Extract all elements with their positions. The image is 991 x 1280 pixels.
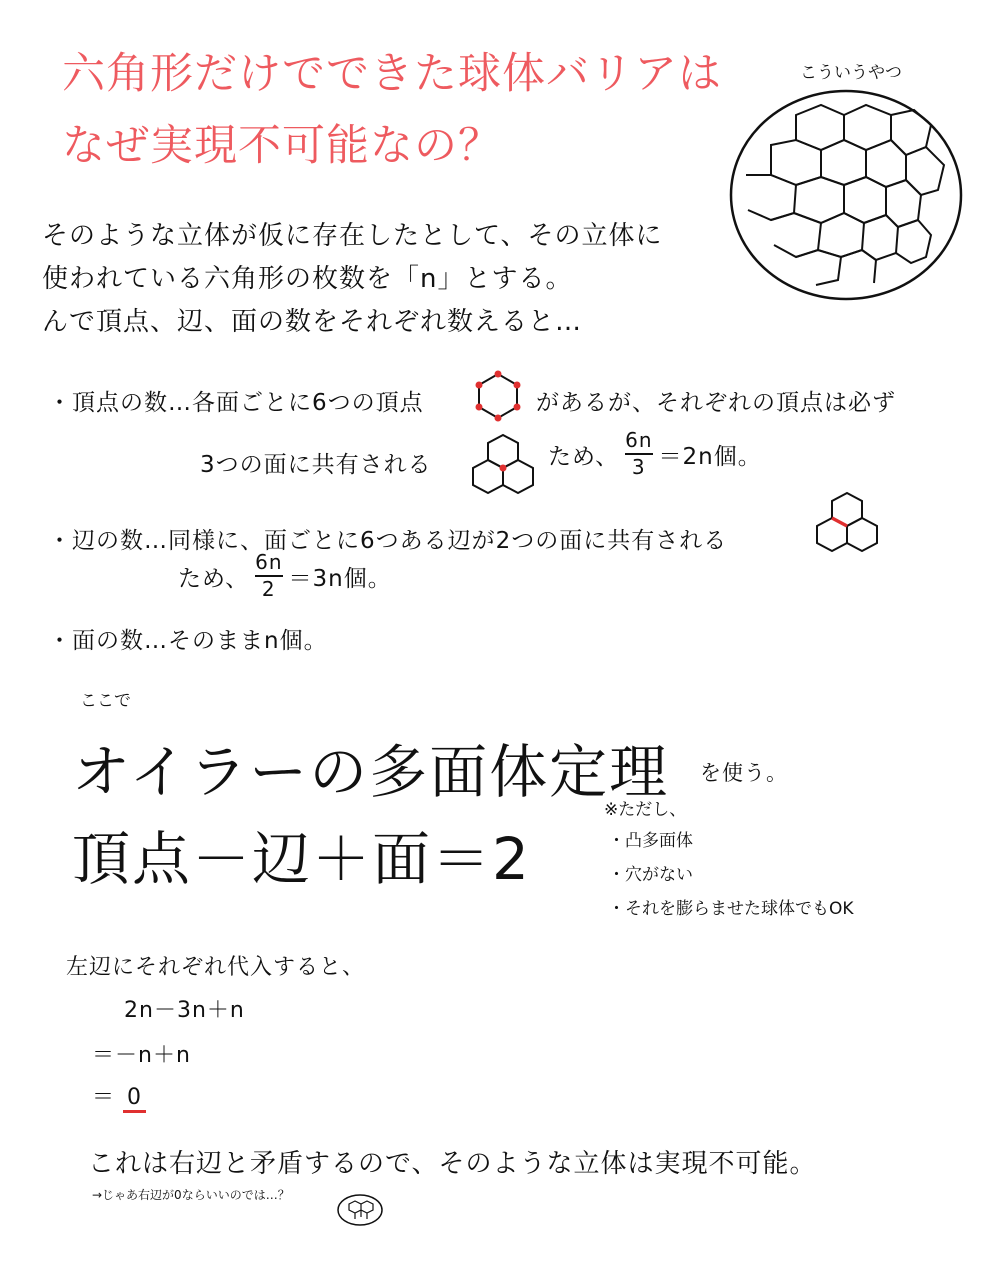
calc-equals: ＝	[92, 1085, 116, 1110]
edges-formula	[178, 552, 392, 600]
bullet: ・	[48, 390, 72, 416]
bullet: ・	[48, 628, 72, 654]
edges-result: ＝3n個。	[288, 565, 392, 592]
footnote-text: →じゃあ右辺が0ならいいのでは…？	[92, 1188, 290, 1202]
edges-numerator: 6n	[255, 550, 283, 574]
vertices-fraction	[625, 430, 652, 478]
vertices-result: ＝2n個。	[658, 443, 762, 470]
vertices-label: 頂点の数…各面ごとに6つの頂点	[72, 390, 424, 416]
edges-line-1	[48, 522, 727, 555]
sphere-annotation: こういうやつ	[800, 63, 902, 83]
calc-line-1: 2n－3n＋n	[124, 998, 245, 1023]
vertices-line-1-tail: があるが、それぞれの頂点は必ず	[536, 390, 896, 416]
three-hexagons-edge-icon	[805, 490, 889, 560]
calc-intro: 左辺にそれぞれ代入すると、	[66, 955, 366, 980]
condition-2: ・穴がない	[608, 865, 693, 885]
euler-use-label: を使う。	[700, 761, 788, 785]
three-hexagons-vertex-icon	[463, 432, 543, 502]
calc-line-2: ＝－n＋n	[92, 1043, 191, 1068]
faces-line	[48, 622, 328, 655]
conclusion-text: これは右辺と矛盾するので、そのような立体は実現不可能。	[88, 1149, 817, 1179]
bullet: ・	[48, 528, 72, 554]
vertices-denominator: 3	[631, 455, 646, 479]
intro-line-1: そのような立体が仮に存在したとして、その立体に	[42, 221, 663, 251]
euler-formula: 頂点－辺＋面＝2	[72, 825, 531, 893]
page-title-line1: 六角形だけでできた球体バリアは	[62, 49, 722, 99]
hexagon-sphere-illustration	[726, 85, 966, 305]
edges-denominator: 2	[261, 577, 276, 601]
condition-3: ・それを膨らませた球体でもOK	[608, 899, 854, 919]
page-title-line2: なぜ実現不可能なの？	[62, 121, 502, 171]
euler-theorem-name: オイラーの多面体定理	[72, 738, 670, 806]
vertices-numerator: 6n	[625, 428, 653, 452]
condition-1: ・凸多面体	[608, 831, 693, 851]
intro-line-3: んで頂点、辺、面の数をそれぞれ数えると…	[42, 307, 583, 337]
koko-de-label: ここで	[80, 691, 131, 711]
vertices-line-1	[48, 384, 424, 417]
calc-line-3	[92, 1080, 146, 1111]
vertices-tame: ため、	[548, 443, 620, 470]
intro-line-2: 使われている六角形の枚数を「n」とする。	[42, 264, 573, 294]
vertices-formula	[548, 430, 762, 478]
calc-zero: 0	[123, 1085, 146, 1113]
edges-fraction	[255, 552, 282, 600]
conditions-title: ※ただし、	[604, 800, 687, 820]
small-sphere-doodle-icon	[335, 1192, 385, 1228]
faces-label: 面の数…そのままn個。	[72, 628, 328, 654]
vertices-line-2: 3つの面に共有される	[200, 452, 432, 478]
edges-tame: ため、	[178, 565, 250, 592]
edges-label: 辺の数…同様に、面ごとに6つある辺が2つの面に共有される	[72, 528, 728, 554]
hexagon-vertices-icon	[470, 368, 526, 424]
